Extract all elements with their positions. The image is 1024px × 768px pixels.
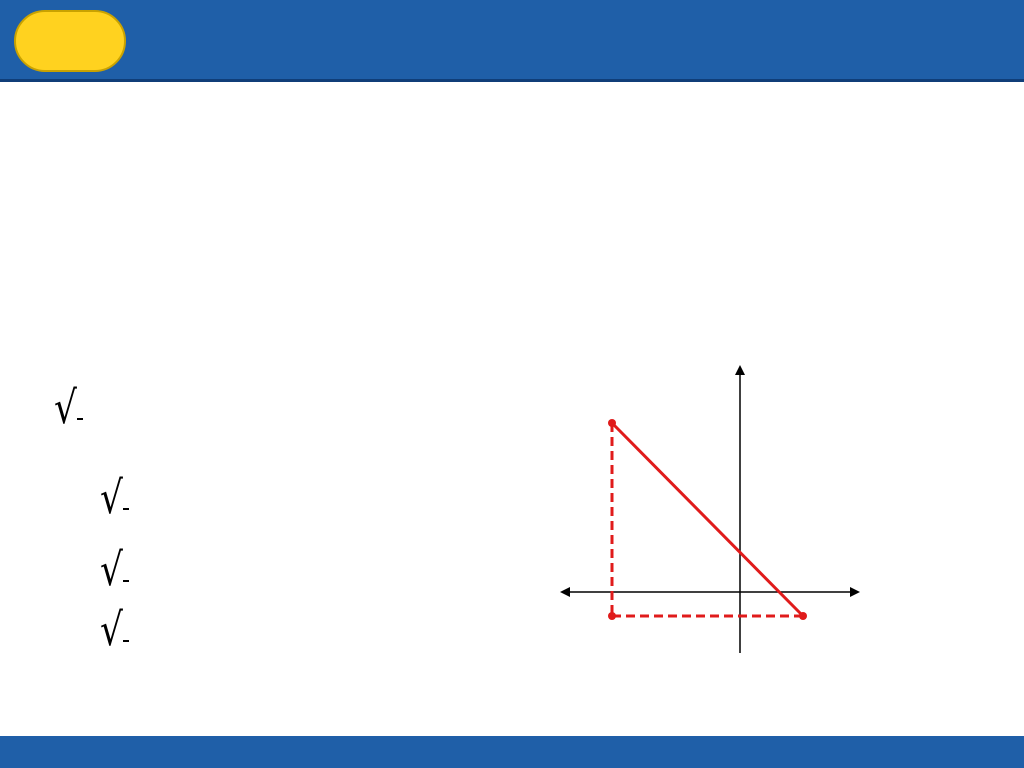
lesson-number	[16, 12, 124, 70]
point-r	[608, 419, 616, 427]
sqrt-symbol: √	[54, 382, 77, 435]
point-c	[608, 612, 616, 620]
footer-bar	[0, 736, 1024, 768]
math-step-1	[54, 382, 83, 435]
math-step-2	[100, 472, 129, 525]
header-accent-line	[0, 79, 1024, 82]
side-c-hypotenuse	[612, 423, 803, 616]
sqrt-symbol: √	[100, 544, 123, 597]
math-step-4	[100, 604, 129, 657]
y-axis-arrow-up	[735, 365, 745, 375]
header-tile-pattern	[560, 0, 1024, 82]
sqrt-symbol: √	[100, 472, 123, 525]
point-s	[799, 612, 807, 620]
lesson-badge	[14, 10, 126, 72]
x-axis-arrow-left	[560, 587, 570, 597]
sqrt-symbol: √	[100, 604, 123, 657]
header-bar	[0, 0, 1024, 82]
x-axis-arrow-right	[850, 587, 860, 597]
coordinate-graph	[560, 365, 870, 655]
math-step-3	[100, 544, 129, 597]
axes	[560, 365, 860, 653]
